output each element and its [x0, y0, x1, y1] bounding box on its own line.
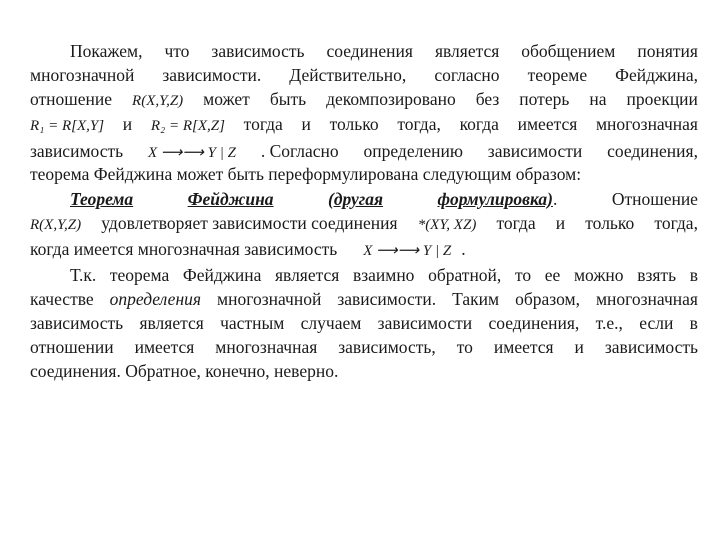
word: зависимость — [30, 141, 124, 161]
word: и — [301, 114, 311, 134]
word: без — [475, 89, 500, 109]
word: является — [434, 41, 500, 61]
text-line-12 — [30, 312, 698, 334]
word: случаем — [300, 313, 362, 333]
text-line-8 — [30, 212, 698, 234]
word: Отношение — [611, 189, 698, 209]
word: т.е., — [595, 313, 623, 333]
theorem-title-end — [437, 188, 557, 210]
word: зависимость — [211, 41, 305, 61]
word: согласно — [434, 65, 500, 85]
join-dependency-formula: *(XY, XZ) — [417, 217, 477, 233]
relation-formula: R(X,Y,Z) — [132, 93, 184, 109]
word: отношение — [30, 89, 113, 109]
text-line-4 — [30, 113, 698, 135]
theorem-title-word: формулировка) — [437, 189, 553, 209]
word: проекции — [626, 89, 698, 109]
word: что — [164, 41, 190, 61]
word: многозначная — [595, 289, 698, 309]
word: в — [689, 265, 698, 285]
word: Фейджина, — [615, 65, 698, 85]
theorem-title-word: (другая — [328, 189, 384, 209]
projection-formula-2: R₂ = R[X,Z] — [150, 118, 225, 134]
text-line-11 — [30, 288, 698, 310]
projection-formula-1: R₁ = R[X,Y] — [30, 118, 105, 134]
word: образом, — [515, 289, 580, 309]
word: тогда, — [397, 114, 441, 134]
word: обратной, — [428, 265, 502, 285]
word: многозначная — [215, 337, 318, 357]
word: может — [203, 89, 250, 109]
word: зависимости — [487, 141, 583, 161]
word: зависимости. — [337, 289, 437, 309]
word: и — [574, 337, 584, 357]
word: ее — [544, 265, 561, 285]
word: можно — [573, 265, 624, 285]
period: . — [552, 189, 558, 209]
word: если — [639, 313, 674, 333]
word: Действительно, — [289, 65, 407, 85]
word: взаимно — [352, 265, 415, 285]
word: тогда, — [654, 213, 698, 233]
mvd-formula: X ⟶⟶ Y | Z — [147, 145, 236, 161]
text-line-3 — [30, 88, 698, 110]
theorem-heading-line — [70, 188, 698, 210]
word: Покажем, — [70, 41, 143, 61]
word: взять — [637, 265, 677, 285]
word: и — [122, 114, 133, 134]
word: имеется — [493, 337, 554, 357]
word: имеется — [517, 114, 578, 134]
word: соединения, — [488, 313, 580, 333]
word: многозначная — [595, 114, 698, 134]
word: соединения — [326, 41, 413, 61]
text-line-10 — [70, 264, 698, 286]
word: определению — [363, 141, 463, 161]
text-line-14 — [30, 360, 698, 382]
theorem-title-word: Фейджина — [187, 189, 274, 209]
text-line-6 — [30, 163, 698, 185]
word: то — [456, 337, 473, 357]
word: когда — [459, 114, 499, 134]
word: в — [689, 313, 698, 333]
word: качестве — [30, 289, 94, 309]
word: и — [555, 213, 566, 233]
text-line-9 — [30, 238, 698, 260]
word: соединения, — [607, 141, 698, 161]
text-line-1 — [70, 40, 698, 62]
word: Фейджина — [182, 265, 262, 285]
word: теореме — [527, 65, 588, 85]
word: то — [514, 265, 532, 285]
word: зависимость — [30, 313, 124, 333]
word: тогда — [243, 114, 283, 134]
phrase: когда имеется многозначная зависимость — [30, 239, 338, 259]
sentence: теорема Фейджина может быть переформулирована следующим образом: — [30, 164, 582, 184]
mvd-formula: X ⟶⟶ Y | Z — [363, 243, 452, 259]
word: многозначной — [217, 289, 322, 309]
word: является — [274, 265, 340, 285]
word: многозначной — [30, 65, 135, 85]
word: является — [139, 313, 204, 333]
word: зависимости. — [162, 65, 262, 85]
word: декомпозировано — [326, 89, 456, 109]
theorem-title-word: Теорема — [70, 189, 134, 209]
word: Таким — [452, 289, 500, 309]
word: только — [329, 114, 379, 134]
word: только — [585, 213, 635, 233]
word: обобщением — [521, 41, 616, 61]
text-line-13 — [30, 336, 698, 358]
word: отношении — [30, 337, 114, 357]
word: потерь — [519, 89, 570, 109]
word: на — [589, 89, 607, 109]
word: . Согласно — [260, 141, 339, 161]
emphasized-word: определения — [109, 289, 202, 309]
text-line-5 — [30, 140, 698, 162]
word: имеется — [134, 337, 195, 357]
word: Т.к. — [70, 265, 97, 285]
word: зависимость, — [338, 337, 436, 357]
relation-formula: R(X,Y,Z) — [30, 217, 82, 233]
word: зависимость — [604, 337, 698, 357]
word: теорема — [109, 265, 170, 285]
word: частным — [220, 313, 285, 333]
text-line-2 — [30, 64, 698, 86]
phrase: удовлетворяет зависимости соединения — [101, 213, 398, 233]
sentence: соединения. Обратное, конечно, неверно. — [30, 361, 339, 381]
word: зависимости — [377, 313, 473, 333]
period: . — [461, 239, 466, 259]
word: понятия — [637, 41, 698, 61]
word: быть — [269, 89, 307, 109]
word: тогда — [496, 213, 536, 233]
